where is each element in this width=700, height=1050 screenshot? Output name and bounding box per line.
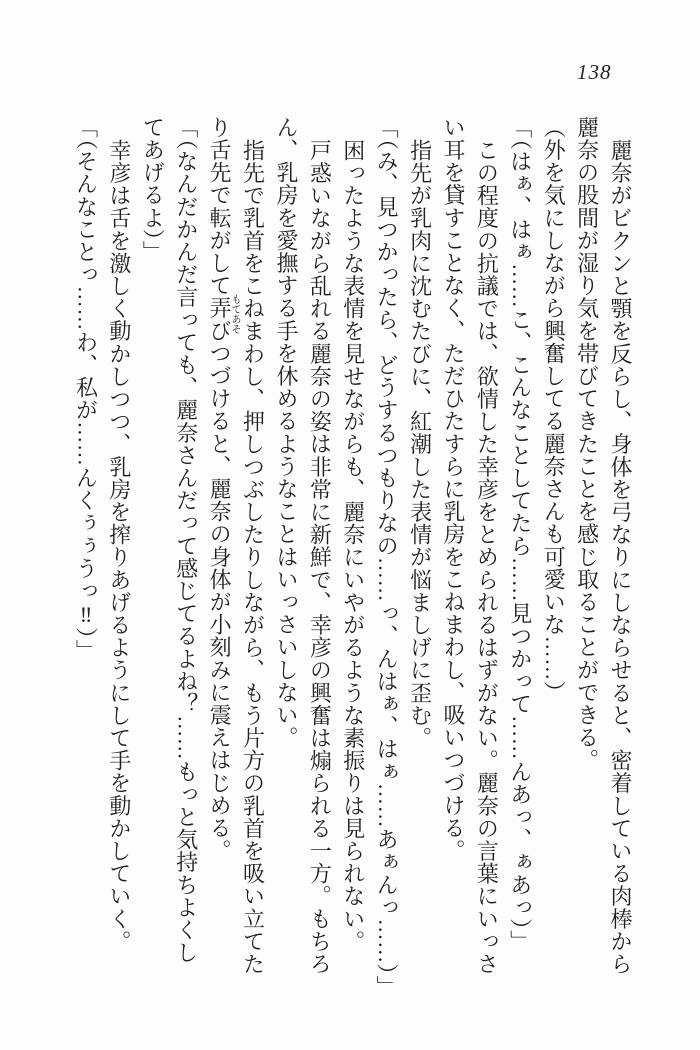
text-block: [69, 116, 637, 998]
text-line-4: 「（はぁ、はぁ……こ、こんなことしてたら……見つかって……んあっ、ぁあっ）」: [507, 116, 533, 953]
text-line-14: 「（なんだかんだ言っても、麗奈さんだって感じてるよね？……もっと気持ちよくし: [173, 116, 199, 964]
text-line-5: この程度の抗議では、欲情した幸彦をとめられるはずがない。麗奈の言葉にいっさ: [474, 138, 500, 975]
text-line-10: 戸惑いながら乱れる麗奈の姿は非常に新鮮で、幸彦の興奮は煽られる一方。もちろ: [307, 138, 333, 975]
text-line-13: り舌先で転がして弄びつづけると、麗奈の身体が小刻みに震えはじめる。: [207, 116, 233, 862]
text-line-6: い耳を貸すことなく、ただひたすらに乳房をこねまわし、吸いつづける。: [440, 116, 466, 862]
text-line-15: てあげるよ）」: [140, 116, 166, 264]
text-line-3: （外を気にしながら興奮してる麗奈さんも可愛いな……）: [541, 116, 567, 704]
text-line-8: 「（み、見つかったら、どうするつもりなの……っ、んはぁ、はぁ……あぁんっ……）」: [374, 116, 400, 998]
text-line-11: ん、乳房を愛撫する手を休めるようなことはいっさいしない。: [273, 116, 299, 749]
text-line-17: 「（そんなことっ……わ、私が……んくぅぅうっ‼）」: [73, 116, 99, 662]
furigana-ruby: もてあそ: [229, 294, 240, 334]
page-number: 138: [577, 60, 612, 84]
text-line-16: 幸彦は舌を激しく動かしつつ、乳房を搾りあげるようにして手を動かしていく。: [106, 138, 132, 953]
text-line-9: 困ったような表情を見せながらも、麗奈にいやがるような素振りは見られない。: [340, 138, 366, 953]
text-line-2: 麗奈の股間が湿り気を帯びてきたことを感じ取ることができる。: [574, 116, 600, 772]
text-line-7: 指先が乳肉に沈むたびに、紅潮した表情が悩ましげに歪む。: [407, 138, 433, 749]
text-line-1: 麗奈がビクンと顎を反らし、身体を弓なりにしならせると、密着している肉棒から: [608, 138, 633, 975]
text-line-12: 指先で乳首をこねまわし、押しつぶしたりしながら、もう片方の乳首を吸い立てた: [240, 138, 266, 975]
